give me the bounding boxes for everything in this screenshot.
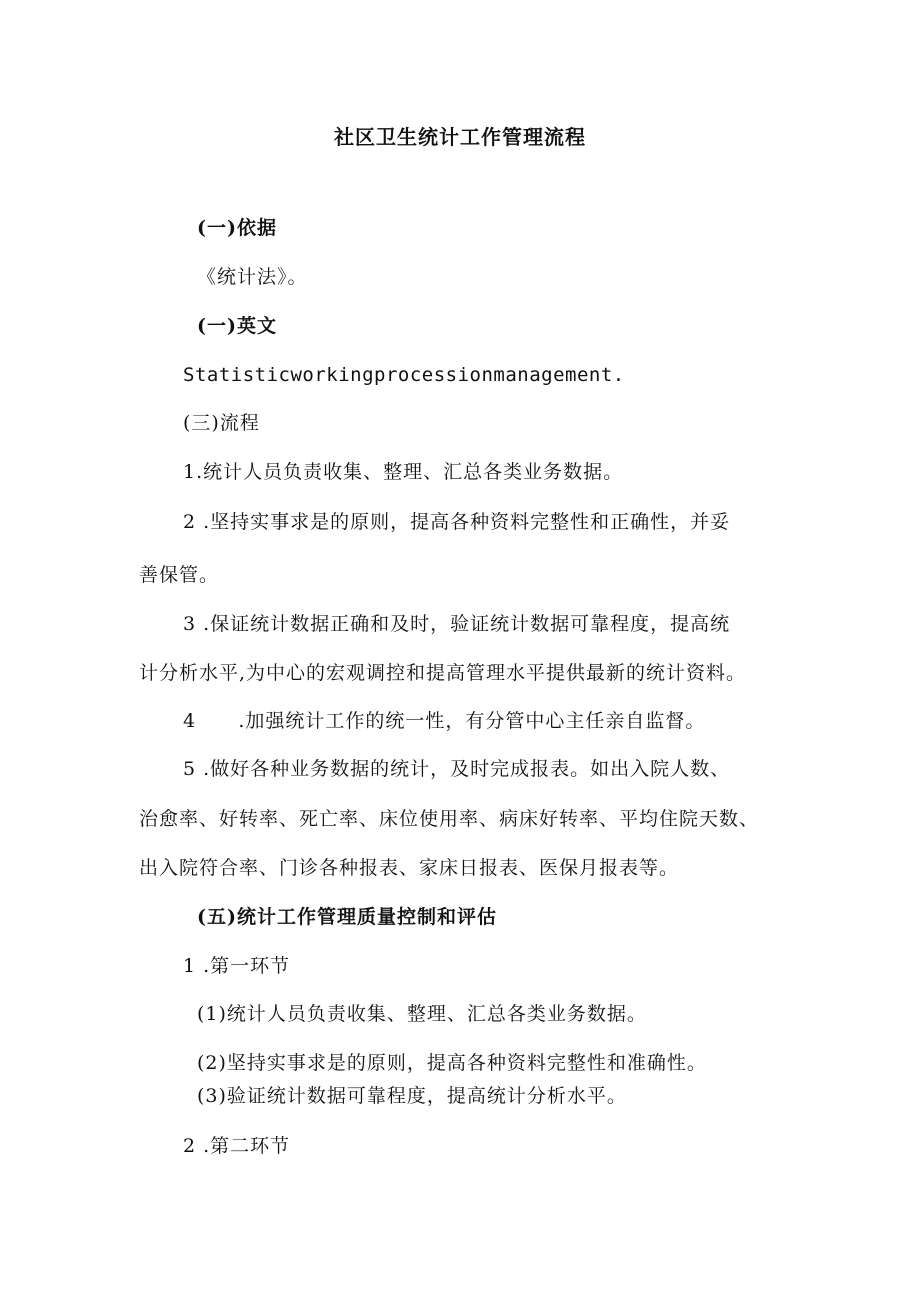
section-heading-quality-control: (五)统计工作管理质量控制和评估	[197, 906, 497, 928]
process-item-2-line-2: 善保管。	[139, 564, 220, 586]
process-item-3-line-1: 3 .保证统计数据正确和及时，验证统计数据可靠程度，提高统	[183, 613, 731, 635]
stage-1-heading: 1 .第一环节	[183, 955, 291, 977]
stage-1-item-1: (1)统计人员负责收集、整理、汇总各类业务数据。	[197, 1003, 647, 1025]
paragraph-statistics-law: 《统计法》。	[197, 266, 308, 288]
process-item-5-line-1: 5 .做好各种业务数据的统计，及时完成报表。如出入院人数、	[183, 758, 731, 780]
section-heading-process: (三)流程	[183, 412, 260, 434]
process-item-4: 4 .加强统计工作的统一性，有分管中心主任亲自监督。	[183, 710, 706, 732]
process-item-5-line-2: 治愈率、好转率、死亡率、床位使用率、病床好转率、平均住院天数、	[139, 808, 760, 830]
section-heading-english: (一)英文	[197, 315, 277, 337]
stage-1-item-2: (2)坚持实事求是的原则，提高各种资料完整性和准确性。	[197, 1052, 707, 1074]
document-title: 社区卫生统计工作管理流程	[334, 125, 586, 149]
process-item-1: 1.统计人员负责收集、整理、汇总各类业务数据。	[183, 461, 624, 483]
process-item-3-line-2: 计分析水平,为中心的宏观调控和提高管理水平提供最新的统计资料。	[139, 662, 747, 684]
section-heading-basis: (一)依据	[197, 217, 277, 239]
process-item-2-line-1: 2 .坚持实事求是的原则，提高各种资料完整性和正确性，并妥	[183, 511, 731, 533]
paragraph-english-name: Statisticworkingprocessionmanagement.	[183, 364, 625, 386]
stage-1-item-3: (3)验证统计数据可靠程度，提高统计分析水平。	[197, 1085, 627, 1107]
process-item-5-line-3: 出入院符合率、门诊各种报表、家床日报表、医保月报表等。	[139, 857, 680, 879]
stage-2-heading: 2 .第二环节	[183, 1135, 291, 1157]
